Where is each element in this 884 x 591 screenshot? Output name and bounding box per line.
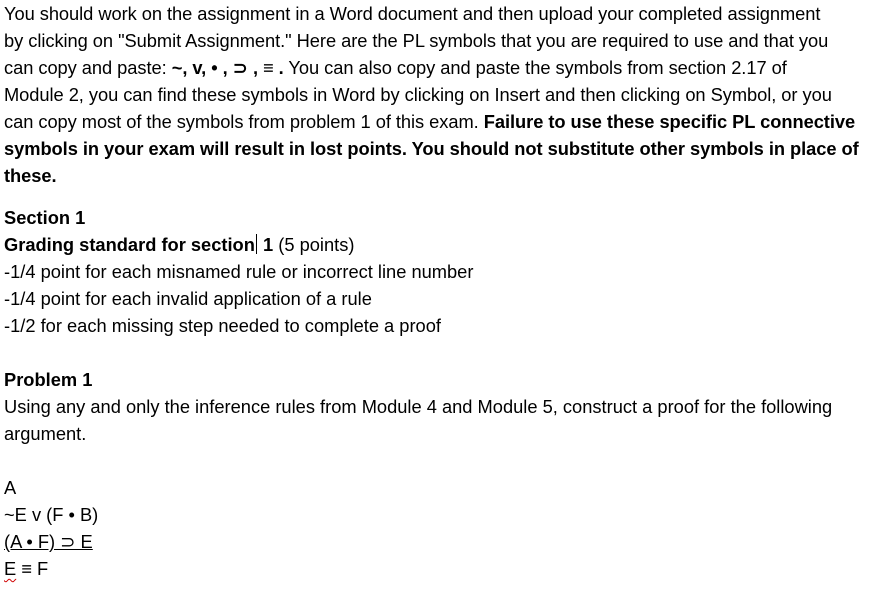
premise-3: (A • F) ⊃ E [4,531,93,552]
warning-text-3: these. [4,165,57,186]
problem-instruction-1: Using any and only the inference rules from Module 4 and Module 5, construct a proof for the following [4,396,833,417]
document-body[interactable] [4,0,880,582]
text-cursor [256,234,257,254]
intro-line-4: Module 2, you can find these symbols in Word by clicking on Insert and then clicking on Symbol, or you [4,84,832,105]
grading-standard [4,231,880,258]
intro-line-2: by clicking on "Submit Assignment." Here are the PL symbols that you are required to use and that you [4,30,829,51]
conclusion-right: ≡ F [16,558,49,579]
pl-symbols: ~, v, • , ⊃ , ≡ . [171,57,284,78]
section-title: Section 1 [4,207,86,228]
rule-1: -1/4 point for each misnamed rule or incorrect line number [4,261,474,282]
problem-instruction-2: argument. [4,423,87,444]
warning-text-1: Failure to use these specific PL connective [483,111,856,132]
warning-text-2: symbols in your exam will result in lost points. You should not substitute other symbols in place of [4,138,859,159]
premise-1: A [4,477,17,498]
grading-section-number: 1 [257,234,274,255]
intro-line-1: You should work on the assignment in a Word document and then upload your completed assignment [4,3,821,24]
intro-line-5 [4,108,880,135]
rule-3: -1/2 for each missing step needed to complete a proof [4,315,441,336]
intro-line-3-rest: You can also copy and paste the symbols from section 2.17 of [283,57,787,78]
rule-2: -1/4 point for each invalid application of a rule [4,288,372,309]
intro-line-3 [4,54,880,81]
paragraph-gap [4,447,880,474]
paragraph-gap [4,339,880,366]
intro-line-3-text: can copy and paste: [4,57,172,78]
conclusion [4,555,880,582]
premise-2: ~E v (F • B) [4,504,99,525]
problem-title: Problem 1 [4,369,93,390]
grading-label: Grading standard for section [4,234,255,255]
intro-line-5-text: can copy most of the symbols from problem 1 of this exam. [4,111,484,132]
paragraph-gap [4,189,880,204]
conclusion-left: E [4,558,17,579]
grading-points: (5 points) [273,234,355,255]
